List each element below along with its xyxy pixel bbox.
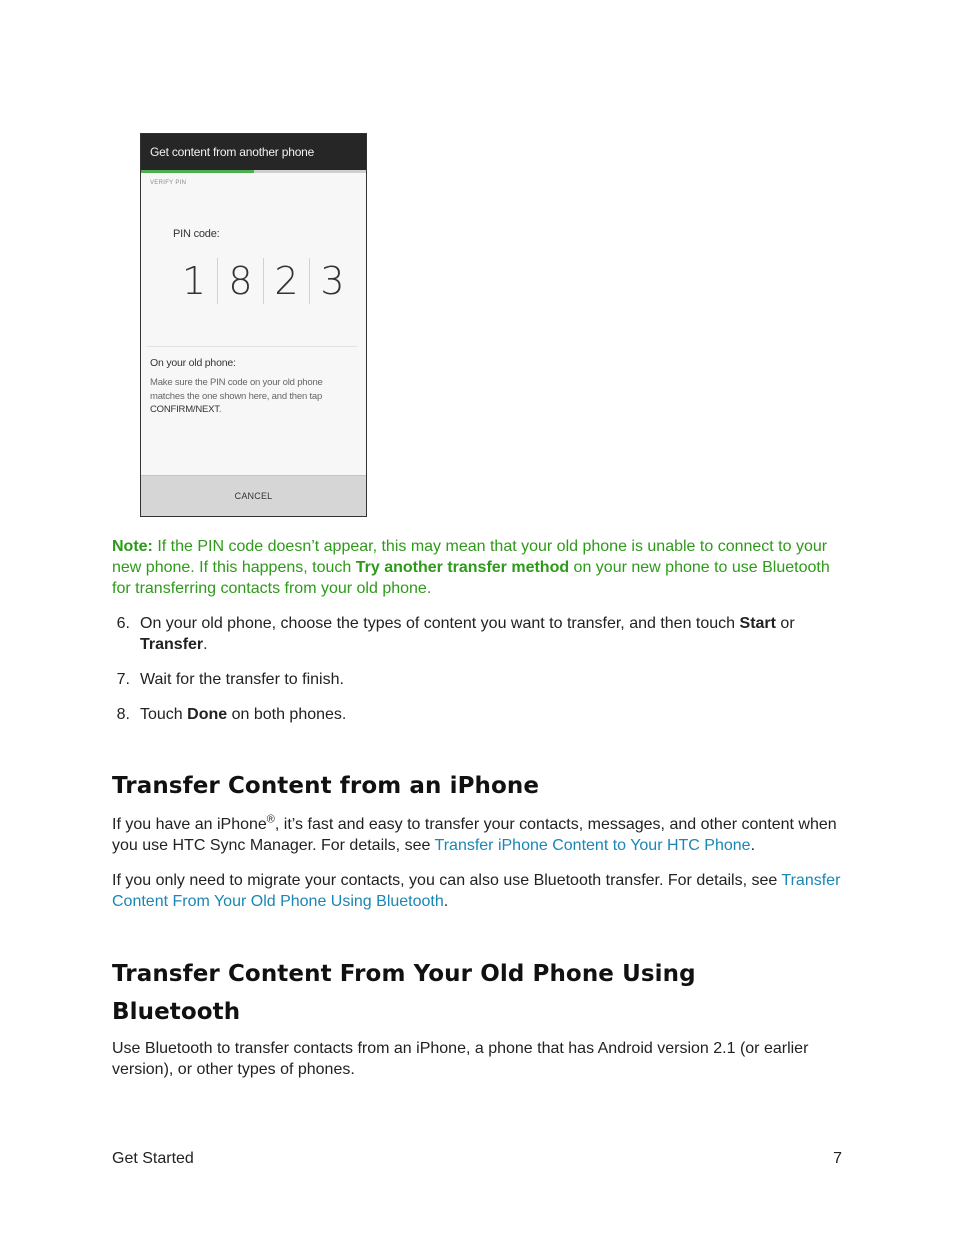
note-paragraph	[112, 536, 832, 599]
confirm-next-text: CONFIRM/NEXT	[150, 404, 219, 415]
step-text: on both phones.	[227, 706, 347, 723]
step-number: 8.	[116, 706, 130, 723]
pin-code-label: PIN code:	[173, 228, 220, 240]
paragraph-text: .	[443, 893, 449, 910]
paragraph-text: .	[750, 837, 756, 854]
step-text: Wait for the transfer to finish.	[140, 671, 344, 688]
steps-list	[112, 613, 842, 739]
step-bold-text: Start	[739, 615, 776, 632]
screen-title: Get content from another phone	[141, 134, 366, 170]
section-heading-bluetooth: Transfer Content From Your Old Phone Using Bluetooth	[112, 961, 696, 1025]
list-item	[112, 669, 842, 690]
list-item	[112, 704, 842, 725]
old-phone-heading: On your old phone:	[150, 357, 236, 369]
step-bold-text: Transfer	[140, 636, 204, 653]
progress-fill	[141, 170, 254, 173]
step-bold-text: Done	[187, 706, 228, 723]
list-item	[112, 613, 842, 655]
iphone-paragraph	[112, 814, 842, 856]
cancel-button: CANCEL	[141, 475, 366, 516]
step-text: On your old phone, choose the types of content you want to transfer, and then touch	[140, 615, 740, 632]
old-phone-instructions	[150, 376, 355, 417]
paragraph-text: If you only need to migrate your contacts, you can also use Bluetooth transfer. For details, see	[112, 872, 782, 889]
step-text: Touch	[140, 706, 188, 723]
registered-mark: ®	[266, 813, 275, 826]
progress-bar	[141, 170, 366, 173]
note-text: If the PIN code doesn’t appear, this may mean that your old phone is unable to connect to your new phone. If this happens, touch	[112, 538, 828, 576]
paragraph-text: If you have an iPhone	[112, 816, 267, 833]
pin-code-digits	[171, 258, 355, 304]
note-text: on your new phone to use Bluetooth for transferring contacts from your old phone.	[112, 559, 830, 597]
footer-section-name: Get Started	[112, 1150, 194, 1167]
page-number: 7	[833, 1150, 842, 1167]
bluetooth-reference-paragraph	[112, 870, 842, 912]
old-phone-period: .	[218, 404, 222, 415]
paragraph-text: , it’s fast and easy to transfer your contacts, messages, and other content when you use HTC Sync Manager. For details, see	[112, 816, 837, 854]
section-heading-iphone: Transfer Content from an iPhone	[112, 773, 540, 799]
phone-screenshot	[140, 133, 367, 517]
note-bold-text: Try another transfer method	[355, 559, 570, 576]
pin-digit: 1	[181, 259, 207, 303]
step-label: VERIFY PIN	[150, 180, 187, 186]
old-phone-body-text: Make sure the PIN code on your old phone matches the one shown here, and then tap	[150, 377, 323, 402]
note-label: Note:	[112, 538, 153, 555]
transfer-bluetooth-link[interactable]: Transfer Content From Your Old Phone Using Bluetooth	[112, 872, 841, 910]
pin-digit: 3	[309, 258, 355, 304]
step-text: .	[203, 636, 208, 653]
divider	[147, 346, 357, 347]
step-number: 7.	[116, 671, 130, 688]
bluetooth-paragraph: Use Bluetooth to transfer contacts from an iPhone, a phone that has Android version 2.1 (or earlier version), or other types of phones.	[112, 1040, 809, 1078]
transfer-iphone-content-link[interactable]: Transfer iPhone Content to Your HTC Phone	[434, 837, 751, 854]
pin-digit: 8	[217, 258, 263, 304]
pin-digit: 2	[263, 258, 309, 304]
step-number: 6.	[116, 615, 130, 632]
step-text: or	[775, 615, 795, 632]
